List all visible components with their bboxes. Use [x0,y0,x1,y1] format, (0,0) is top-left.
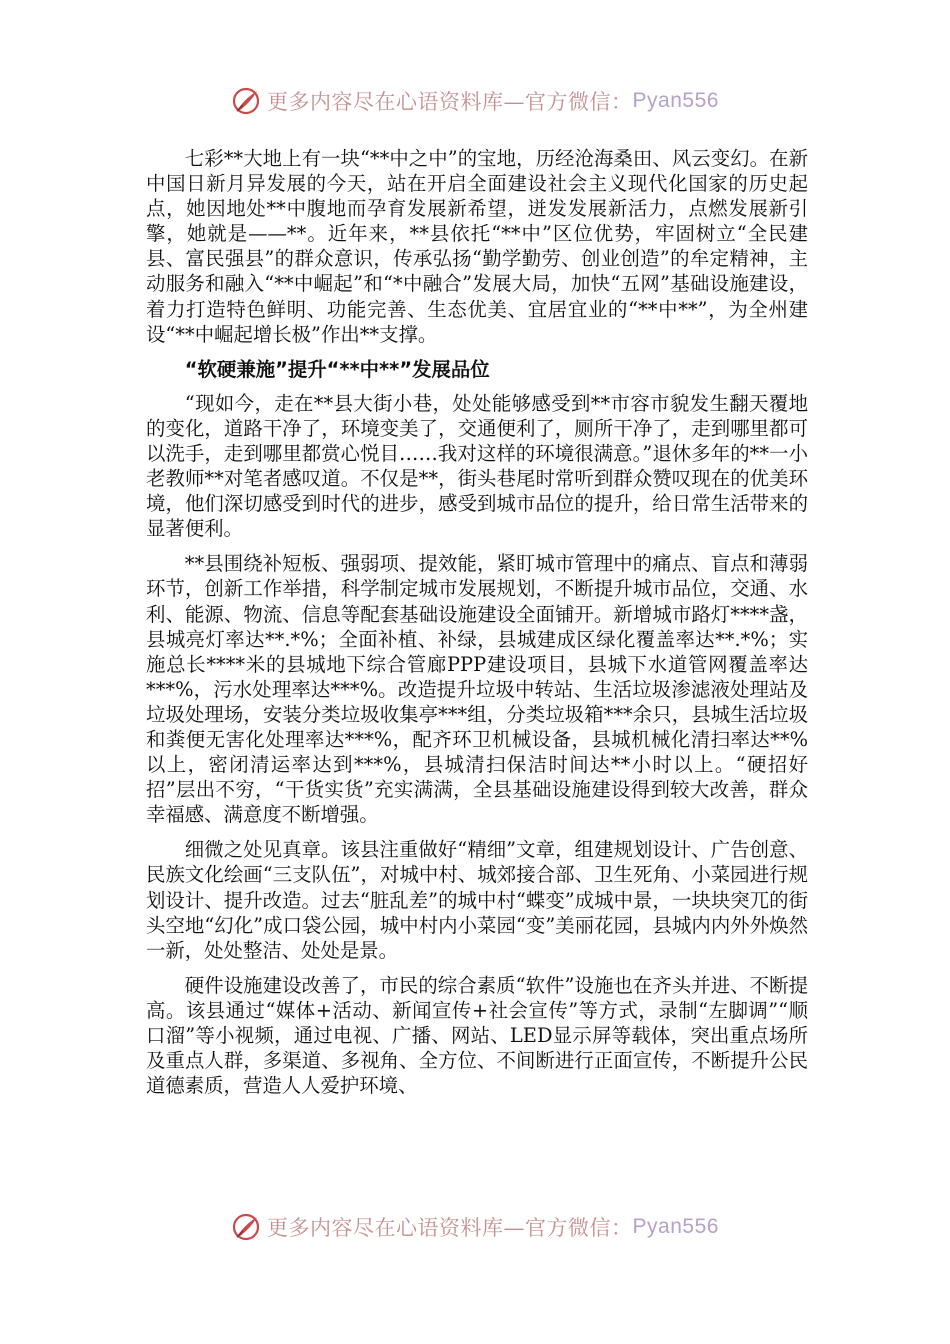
quill-logo-icon [231,1212,261,1242]
watermark-handle: Pyan556 [632,89,719,112]
watermark-text: 更多内容尽在心语资料库—官方微信： [267,90,633,114]
intro-paragraph: 七彩**大地上有一块“**中之中”的宝地，历经沧海桑田、风云变幻。在新中国日新月异发展的今天，站在开启全面建设社会主义现代化国家的历史起点，她因地处**中腹地而孕育发展新希望，迸发发展新活力，点燃发展新引擎，她就是——**。近年来，**县依托“**中”区位优势，牢固树立“全民建县、富民强县”的群众意识，传承弘扬“勤学勤劳、创业创造”的牟定精神，主动服务和融入“**中崛起”和“*中融合”发展大局，加快“五网”基础设施建设，着力打造特色鲜明、功能完善、生态优美、宜居宜业的“**中**”，为全州建设“**中崛起增长极”作出**支撑。 [146,147,808,346]
section-heading: “软硬兼施”提升“**中**”发展品位 [184,357,490,381]
paragraph-4: 硬件设施建设改善了，市民的综合素质“软件”设施也在齐头并进、不断提高。该县通过“媒体+活动、新闻宣传+社会宣传”等方式，录制“左脚调”“顺口溜”等小视频，通过电视、广播、网站、LED显示屏等载体，突出重点场所及重点人群，多渠道、多视角、全方位、不间断进行正面宣传，不断提升公民道德素质，营造人人爱护环境、 [146,973,808,1098]
watermark-handle: Pyan556 [632,1215,719,1238]
paragraph-3: 细微之处见真章。该县注重做好“精细”文章，组建规划设计、广告创意、民族文化绘画“三支队伍”，对城中村、城郊接合部、卫生死角、小菜园进行规划设计、提升改造。过去“脏乱差”的城中村“蝶变”成城中景，一块块突兀的街头空地“幻化”成口袋公园，城中村内小菜园“变”美丽花园，县城内内外外焕然一新，处处整洁、处处是景。 [146,838,808,962]
paragraph-1: “现如今，走在**县大街小巷，处处能够感受到**市容市貌发生翻天覆地的变化，道路干净了，环境变美了，交通便利了，厕所干净了，走到哪里都可以洗手，走到哪里都赏心悦目……我对这样的环境很满意。”退休多年的**一小老教师**对笔者感叹道。不仅是**，街头巷尾时常听到群众赞叹现在的优美环境，他们深切感受到时代的进步，感受到城市品位的提升，给日常生活带来的显著便利。 [146,391,808,541]
article-body [146,146,808,1108]
watermark-text: 更多内容尽在心语资料库—官方微信： [267,1216,633,1240]
watermark-footer [0,1212,950,1242]
quill-logo-icon [231,86,261,116]
paragraph-2: **县围绕补短板、强弱项、提效能，紧盯城市管理中的痛点、盲点和薄弱环节，创新工作举措，科学制定城市发展规划，不断提升城市品位，交通、水利、能源、物流、信息等配套基础设施建设全面铺开。新增城市路灯****盏，县城亮灯率达**.*%；全面补植、补绿，县城建成区绿化覆盖率达**.*%；实施总长****米的县城地下综合管廊PPP建设项目，县城下水道管网覆盖率达***%，污水处理率达***%。改造提升垃圾中转站、生活垃圾渗滤液处理站及垃圾处理场，安装分类垃圾收集亭***组，分类垃圾箱***余只，县城生活垃圾和粪便无害化处理率达***%，配齐环卫机械设备，县城机械化清扫率达**%以上，密闭清运率达到***%，县城清扫保洁时间达**小时以上。“硬招好招”层出不穷，“干货实货”充实满满，全县基础设施建设得到较大改善，群众幸福感、满意度不断增强。 [146,552,808,827]
watermark-header [0,86,950,116]
